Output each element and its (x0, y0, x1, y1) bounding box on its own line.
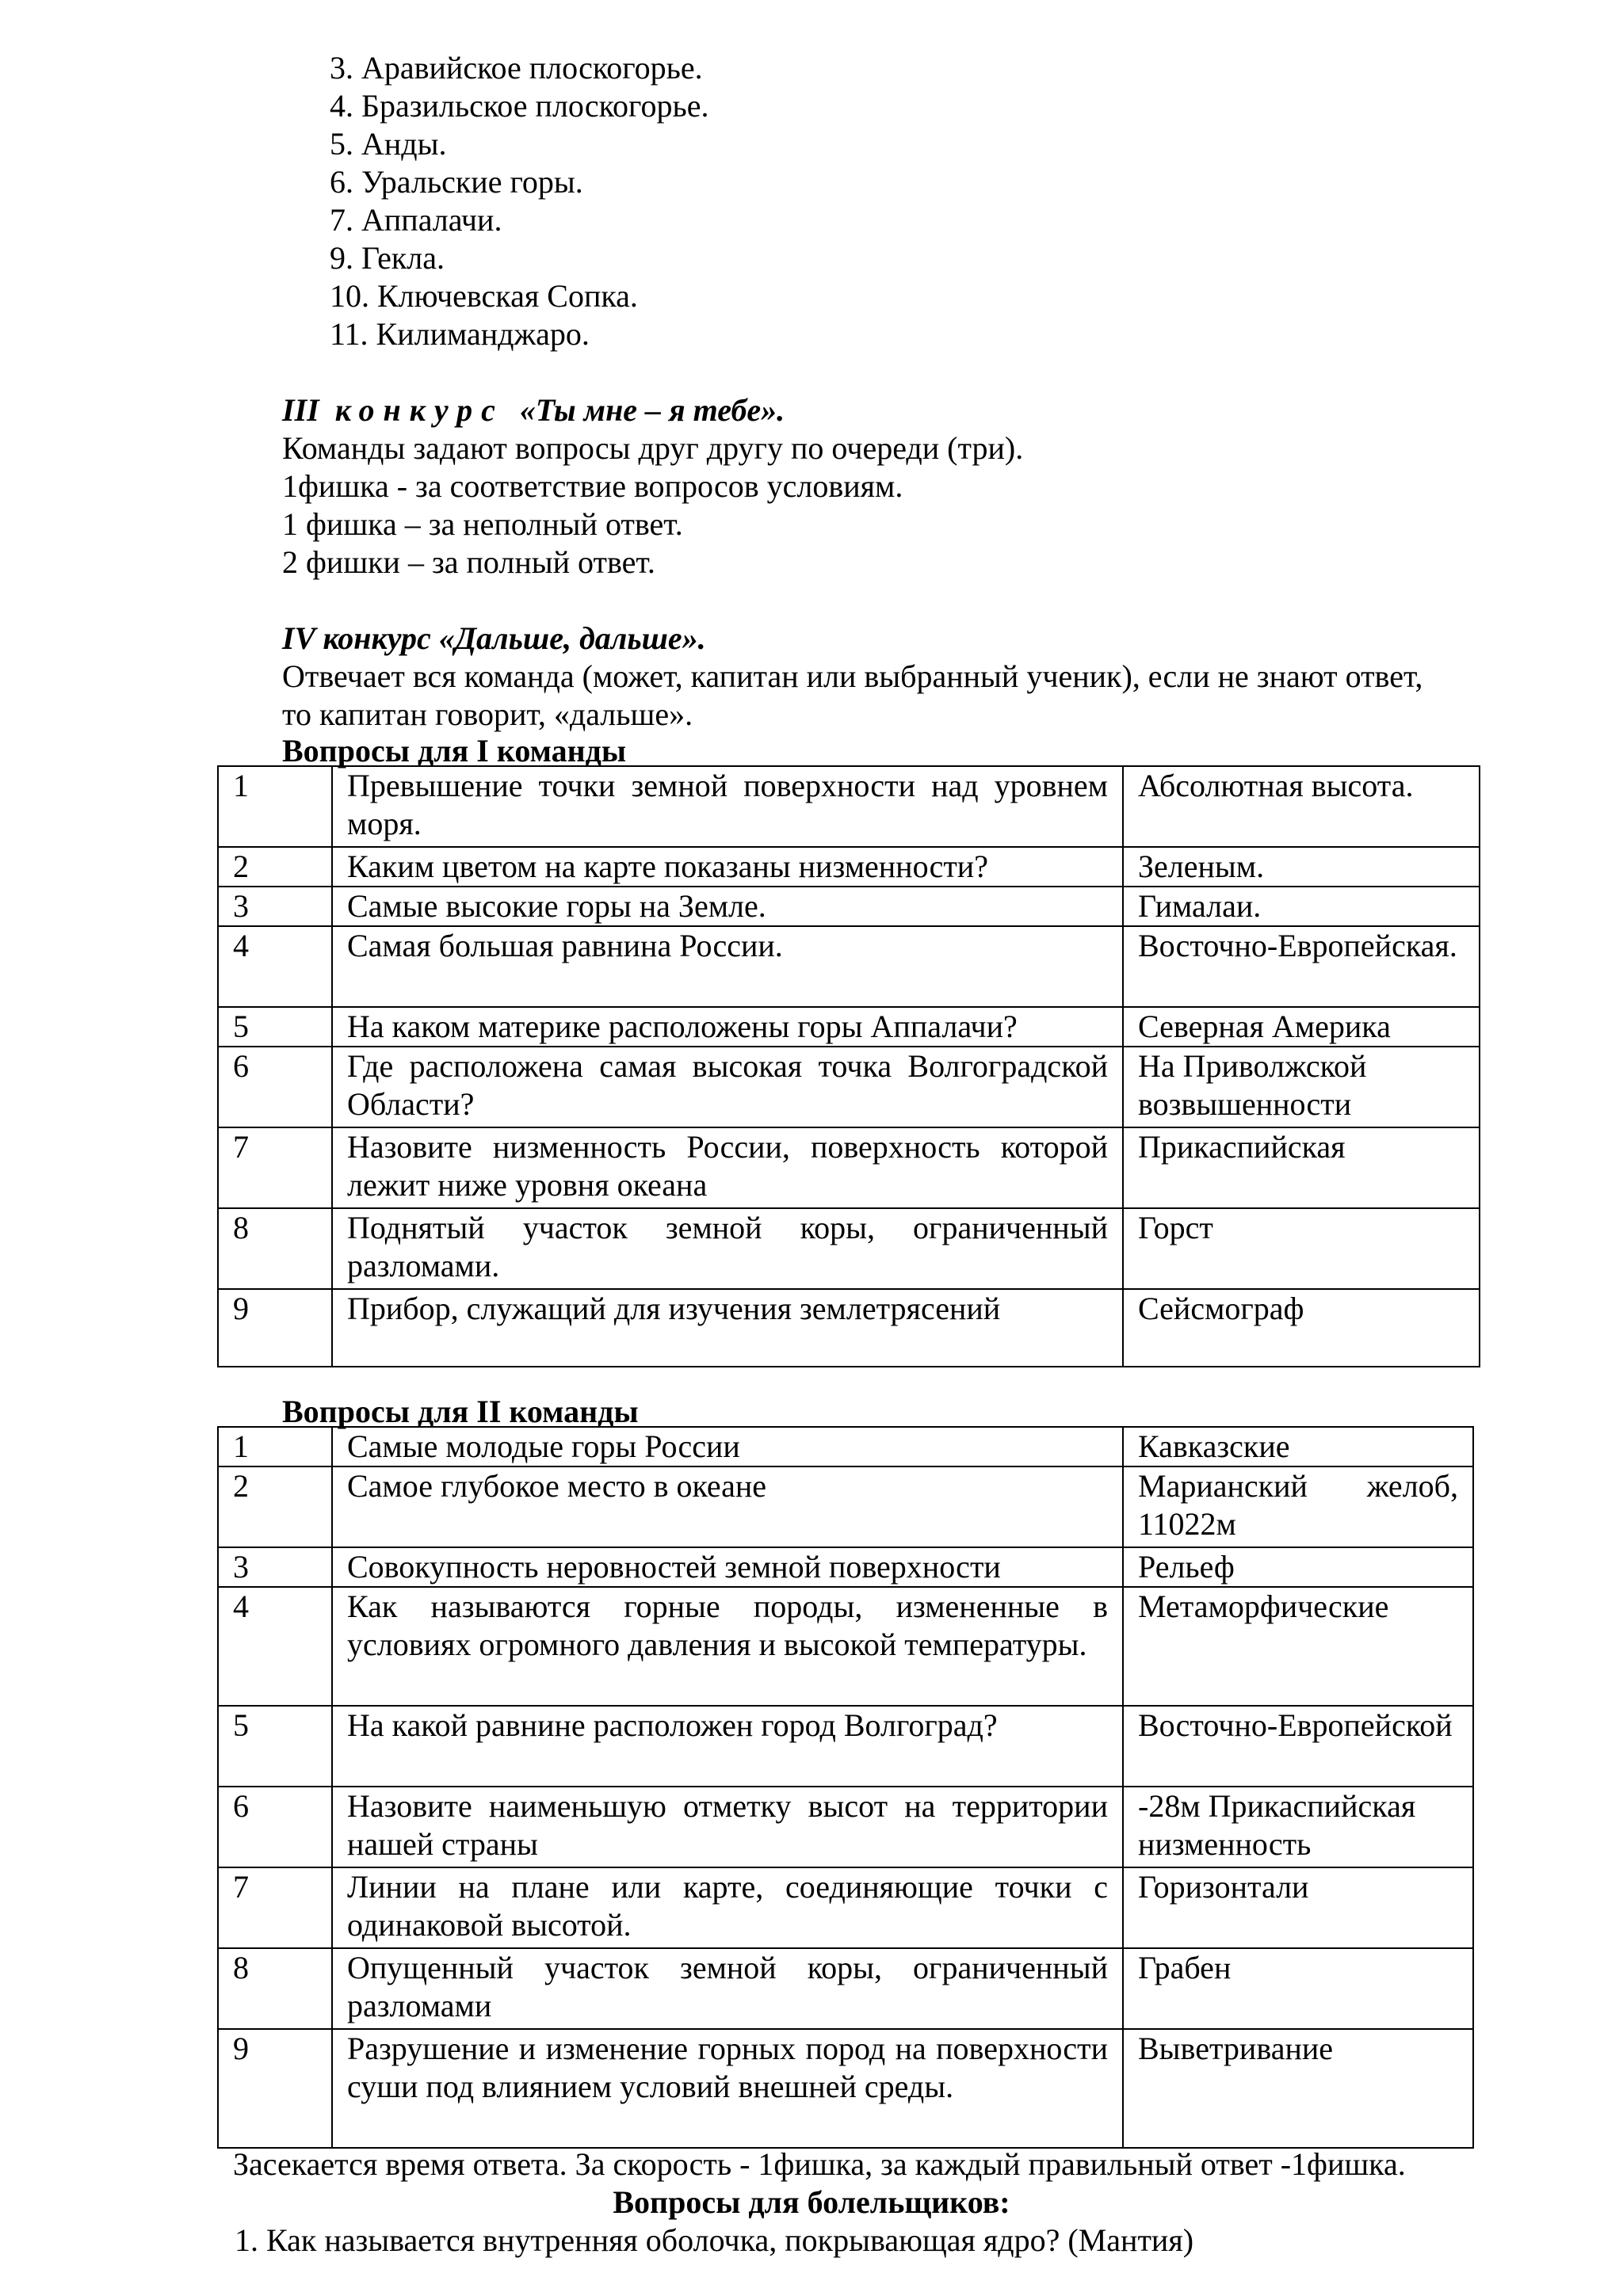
question-text: Совокупность неровностей земной поверхности (332, 1547, 1123, 1587)
answer-text: Зеленым. (1123, 847, 1480, 887)
answer-text: Сейсмограф (1123, 1289, 1480, 1367)
answer-text: Грабен (1123, 1948, 1473, 2029)
answer-text: Прикаспийская (1123, 1127, 1480, 1208)
table-row (218, 1787, 1473, 1867)
table-row (218, 1867, 1473, 1948)
question-text: На каком материке расположены горы Аппалачи? (332, 1007, 1123, 1047)
list-item: 9. Гекла. (330, 240, 445, 276)
question-text: На какой равнине расположен город Волгоград? (332, 1706, 1123, 1787)
answer-text: Гималаи. (1123, 887, 1480, 926)
answer-text: На Приволжской возвышенности (1123, 1047, 1480, 1127)
fans-heading: Вопросы для болельщиков: (613, 2184, 1010, 2220)
contest-3-line: 2 фишки – за полный ответ. (282, 544, 655, 580)
question-number: 9 (218, 1289, 332, 1367)
contest-3-name: «Ты мне – я тебе». (519, 392, 785, 428)
table-row (218, 847, 1480, 887)
table-row (218, 1706, 1473, 1787)
question-number: 1 (218, 766, 332, 847)
answer-text: Восточно-Европейской (1123, 1706, 1473, 1787)
question-number: 9 (218, 2029, 332, 2148)
answer-text: Абсолютная высота. (1123, 766, 1480, 847)
contest-3-line: 1фишка - за соответствие вопросов условиям. (282, 468, 903, 504)
question-text: Прибор, служащий для изучения землетрясений (332, 1289, 1123, 1367)
question-text: Назовите низменность России, поверхность которой лежит ниже уровня океана (332, 1127, 1123, 1208)
answer-text: Выветривание (1123, 2029, 1473, 2148)
answer-text: Северная Америка (1123, 1007, 1480, 1047)
contest-3-word: конкурс (334, 392, 504, 428)
scoring-note: Засекается время ответа. За скорость - 1фишка, за каждый правильный ответ -1фишка. (233, 2146, 1406, 2182)
question-text: Разрушение и изменение горных пород на поверхности суши под влиянием условий внешней среды. (332, 2029, 1123, 2148)
list-item: 4. Бразильское плоскогорье. (330, 88, 709, 124)
question-text: Как называются горные породы, измененные в условиях огромного давления и высокой температуры. (332, 1587, 1123, 1706)
answer-text: Кавказские (1123, 1427, 1473, 1466)
table-row (218, 1047, 1480, 1127)
answer-text: Восточно-Европейская. (1123, 926, 1480, 1007)
question-number: 4 (218, 926, 332, 1007)
answer-text: Горизонтали (1123, 1867, 1473, 1948)
question-text: Опущенный участок земной коры, ограниченный разломами (332, 1948, 1123, 2029)
team-2-caption: Вопросы для II команды (282, 1394, 639, 1429)
table-row (218, 1547, 1473, 1587)
fans-question: 1. Как называется внутренняя оболочка, покрывающая ядро? (Мантия) (235, 2222, 1194, 2258)
table-row (218, 1127, 1480, 1208)
question-number: 8 (218, 1948, 332, 2029)
table-row (218, 1466, 1473, 1547)
question-number: 5 (218, 1706, 332, 1787)
list-item: 11. Килиманджаро. (330, 316, 590, 352)
question-number: 5 (218, 1007, 332, 1047)
question-text: Где расположена самая высокая точка Волгоградской Области? (332, 1047, 1123, 1127)
contest-3-section (282, 391, 1023, 582)
question-text: Линии на плане или карте, соединяющие точки с одинаковой высотой. (332, 1867, 1123, 1948)
question-text: Самые молодые горы России (332, 1427, 1123, 1466)
question-text: Поднятый участок земной коры, ограниченный разломами. (332, 1208, 1123, 1289)
answer-text: Горст (1123, 1208, 1480, 1289)
contest-3-number: III (282, 392, 319, 428)
table-row (218, 766, 1480, 847)
question-text: Самая большая равнина России. (332, 926, 1123, 1007)
question-text: Превышение точки земной поверхности над уровнем моря. (332, 766, 1123, 847)
question-number: 2 (218, 847, 332, 887)
answer-text: Марианский желоб, 11022м (1123, 1466, 1473, 1547)
list-item: 5. Анды. (330, 126, 447, 162)
answer-text: -28м Прикаспийская низменность (1123, 1787, 1473, 1867)
answer-text: Метаморфические (1123, 1587, 1473, 1706)
question-text: Самое глубокое место в океане (332, 1466, 1123, 1547)
table-row (218, 926, 1480, 1007)
table-row (218, 2029, 1473, 2148)
question-text: Самые высокие горы на Земле. (332, 887, 1123, 926)
team-1-questions-table (217, 765, 1480, 1367)
table-row (218, 887, 1480, 926)
contest-4-line: то капитан говорит, «дальше». (282, 696, 693, 732)
table-row (218, 1587, 1473, 1706)
table-row (218, 1948, 1473, 2029)
contest-3-line: 1 фишка – за неполный ответ. (282, 506, 683, 542)
answer-text: Рельеф (1123, 1547, 1473, 1587)
contest-3-line: Команды задают вопросы друг другу по очереди (три). (282, 430, 1024, 466)
contest-4-line: Отвечает вся команда (может, капитан или выбранный ученик), если не знают ответ, (282, 658, 1423, 694)
contest-4-section (282, 620, 1423, 734)
question-text: Каким цветом на карте показаны низменности? (332, 847, 1123, 887)
question-number: 6 (218, 1047, 332, 1127)
landforms-list (330, 49, 708, 353)
list-item: 7. Аппалачи. (330, 202, 502, 238)
question-number: 7 (218, 1127, 332, 1208)
question-number: 3 (218, 887, 332, 926)
question-number: 8 (218, 1208, 332, 1289)
question-number: 4 (218, 1587, 332, 1706)
question-number: 6 (218, 1787, 332, 1867)
question-number: 1 (218, 1427, 332, 1466)
list-item: 10. Ключевская Сопка. (330, 278, 638, 314)
contest-4-title: IV конкурс «Дальше, дальше». (282, 620, 706, 656)
question-number: 3 (218, 1547, 332, 1587)
question-number: 7 (218, 1867, 332, 1948)
table-row (218, 1007, 1480, 1047)
table-row (218, 1289, 1480, 1367)
team-1-caption: Вопросы для I команды (282, 733, 627, 769)
question-text: Назовите наименьшую отметку высот на территории нашей страны (332, 1787, 1123, 1867)
table-row (218, 1208, 1480, 1289)
list-item: 6. Уральские горы. (330, 164, 583, 200)
question-number: 2 (218, 1466, 332, 1547)
table-row (218, 1427, 1473, 1466)
list-item: 3. Аравийское плоскогорье. (330, 50, 703, 86)
team-2-questions-table (217, 1426, 1474, 2149)
contest-3-title (282, 391, 1023, 429)
